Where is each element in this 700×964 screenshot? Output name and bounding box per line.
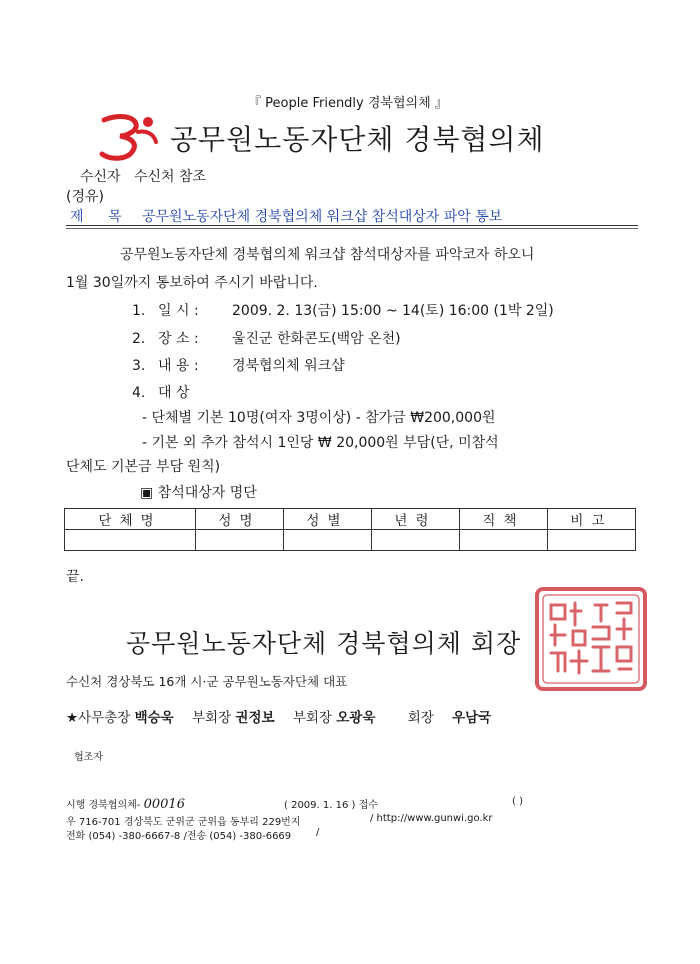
column-header: 성별 (283, 509, 371, 530)
item-label: 대 상 (158, 385, 190, 401)
table-cell (547, 530, 635, 551)
item-number: 4. (132, 385, 146, 401)
intro-line-1: 공무원노동자단체 경북협의체 워크샵 참석대상자를 파악코자 하오니 (120, 247, 535, 263)
homepage-link[interactable]: / http://www.gunwi.go.kr (370, 813, 493, 824)
item-number: 2. (132, 331, 146, 347)
signer-title: 공무원노동자단체 경북협의체 회장 (126, 629, 522, 658)
official-seal (533, 585, 649, 693)
staff-name: 백승욱 (134, 710, 174, 726)
staff-name: 우남국 (452, 710, 492, 726)
postal-address: 우 716-701 경상북도 군위군 군위읍 동부리 229번지 (66, 817, 301, 828)
item-value: 울진군 한화콘도(백암 온천) (232, 331, 401, 347)
recipient-label: 수신자 (80, 169, 121, 185)
attendee-table (64, 508, 636, 551)
item-label: 내 용 : (158, 358, 199, 374)
staff-name: 오광욱 (336, 710, 376, 726)
item-label: 장 소 : (158, 331, 199, 347)
subject-label: 제 목 (70, 209, 132, 225)
item-number: 1. (132, 303, 146, 319)
target-detail-2: - 기본 외 추가 참석시 1인당 ₩ 20,000원 부담(단, 미참석 (142, 435, 499, 451)
recipient-row (80, 166, 206, 186)
table-cell (65, 530, 196, 551)
table-row (65, 530, 636, 551)
item-number: 3. (132, 358, 146, 374)
item-value: 2009. 2. 13(금) 15:00 ~ 14(토) 16:00 (1박 2일) (232, 303, 554, 319)
table-cell (195, 530, 283, 551)
item-place (132, 328, 401, 348)
attendee-list-title: ▣ 참석대상자 명단 (140, 485, 257, 501)
column-header: 성명 (195, 509, 283, 530)
item-content (132, 355, 345, 375)
intro-line-2: 1월 30일까지 통보하여 주시기 바랍니다. (66, 275, 318, 291)
table-cell (459, 530, 547, 551)
table-cell (283, 530, 371, 551)
subject-row (70, 206, 502, 226)
organization-logo (98, 112, 160, 162)
receipt-field: ( ) (512, 796, 523, 807)
divider (66, 225, 638, 226)
cooperator-label: 협조자 (74, 752, 103, 763)
tagline: 『 People Friendly 경북협의체 』 (248, 96, 448, 111)
column-header: 년령 (371, 509, 459, 530)
document-number-value: 00016 (143, 797, 185, 812)
staff-title: ★사무총장 (66, 710, 131, 726)
column-header: 비고 (547, 509, 635, 530)
subject-value: 공무원노동자단체 경북협의체 워크샵 참석대상자 파악 통보 (141, 209, 503, 225)
organization-title: 공무원노동자단체 경북협의체 (170, 123, 545, 156)
separator: / (316, 827, 320, 838)
staff-name: 권정보 (235, 710, 275, 726)
staff-signatures (66, 706, 491, 726)
item-schedule (132, 300, 554, 320)
staff-title: 부회장 (192, 710, 232, 726)
item-value: 경북협의체 워크샵 (232, 358, 345, 374)
phone-fax: 전화 (054) -380-6667-8 /전송 (054) -380-6669 (66, 831, 292, 842)
distribution-list: 수신처 경상북도 16개 시·군 공무원노동자단체 대표 (66, 674, 348, 689)
issue-date: ( 2009. 1. 16 ) 접수 (284, 800, 378, 811)
divider (66, 228, 638, 229)
item-label: 일 시 : (158, 303, 199, 319)
target-detail-1: - 단체별 기본 10명(여자 3명이상) - 참가금 ₩200,000원 (142, 410, 496, 426)
item-target (132, 382, 232, 402)
target-detail-2-continued: 단체도 기본금 부담 원칙) (66, 459, 221, 475)
staff-title: 회장 (407, 710, 434, 726)
via-label: (경유) (66, 189, 104, 205)
table-cell (371, 530, 459, 551)
document-label: 시행 경북협의체- (66, 800, 141, 811)
document-number (66, 796, 185, 812)
table-header-row (65, 509, 636, 530)
column-header: 직책 (459, 509, 547, 530)
end-mark: 끝. (66, 569, 84, 585)
recipient-value: 수신처 참조 (133, 169, 207, 185)
staff-title: 부회장 (292, 710, 332, 726)
column-header: 단체명 (65, 509, 196, 530)
